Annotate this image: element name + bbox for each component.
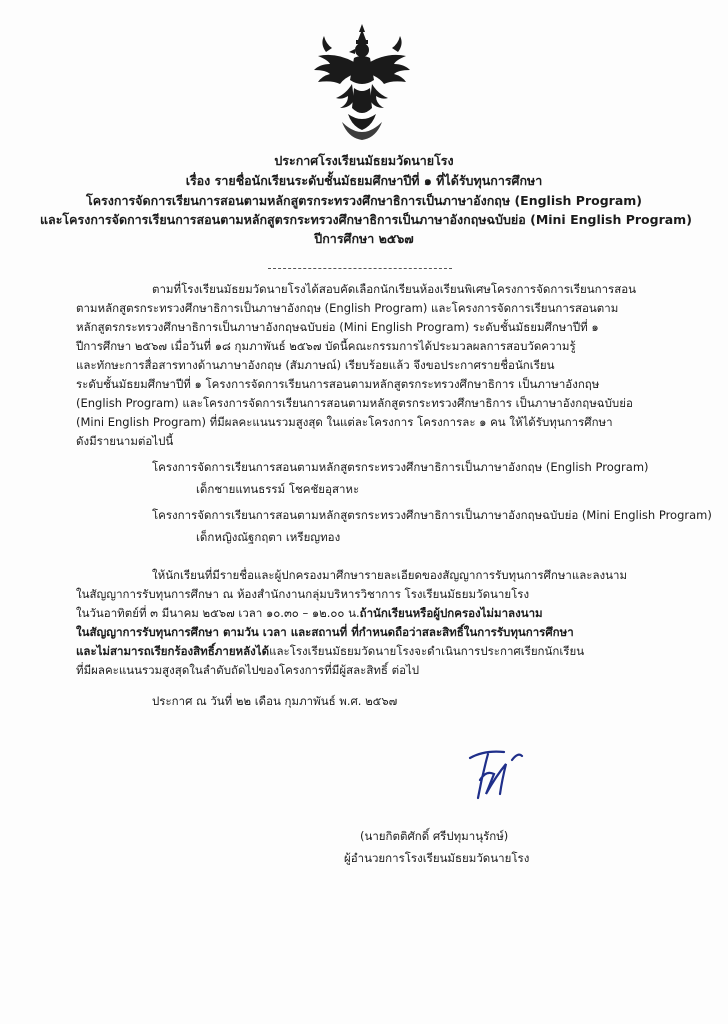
announcement-title: ประกาศโรงเรียนมัธยมวัดนายโรง [274,153,454,168]
warning-text: และไม่สามารถเรียกร้องสิทธิ์ภายหลังได้ [76,644,270,658]
program-mini-english-title: และโครงการจัดการเรียนการสอนตามหลักสูตรกระทรวงศึกษาธิการเป็นภาษาอังกฤษฉบับย่อ (Mini English Program) [40,212,692,227]
academic-year: ปีการศึกษา ๒๕๖๗ [314,231,414,246]
signatory-position: ผู้อำนวยการโรงเรียนมัธยมวัดนายโรง [344,851,530,865]
garuda-emblem [312,22,412,140]
paragraph-text: และโรงเรียนมัธยมวัดนายโรงจะดำเนินการประกาศเรียกนักเรียน [269,644,585,658]
paragraph-line: ให้นักเรียนที่มีรายชื่อและผู้ปกครองมาศึกษารายละเอียดของสัญญาการรับทุนการศึกษาและลงนาม [152,568,628,582]
paragraph-line: หลักสูตรกระทรวงศึกษาธิการเป็นภาษาอังกฤษฉบับย่อ (Mini English Program) ระดับชั้นมัธยมศึกษาปีที่ ๑ [76,320,599,334]
signatory-name: (นายกิตติศักดิ์ ศรีปทุมานุรักษ์) [360,829,509,843]
warning-text: ถ้านักเรียนหรือผู้ปกครองไม่มาลงนาม [359,606,543,620]
paragraph-line: ปีการศึกษา ๒๕๖๗ เมื่อวันที่ ๑๘ กุมภาพันธ์ ๒๕๖๗ บัดนี้คณะกรรมการได้ประมวลผลการสอบวัดความรู้ [76,339,576,353]
paragraph-line: (English Program) และโครงการจัดการเรียนการสอนตามหลักสูตรกระทรวงศึกษาธิการ เป็นภาษาอังกฤษฉบับย่อ [76,396,633,410]
paragraph-line: ที่มีผลคะแนนรวมสูงสุดในลำดับถัดไปของโครงการที่มีผู้สละสิทธิ์ ต่อไป [76,663,420,677]
program-english-label: โครงการจัดการเรียนการสอนตามหลักสูตรกระทรวงศึกษาธิการเป็นภาษาอังกฤษ (English Program) [152,460,649,474]
paragraph-line: และทักษะการสื่อสารทางด้านภาษาอังกฤษ (สัมภาษณ์) เรียบร้อยแล้ว จึงขอประกาศรายชื่อนักเรียน [76,358,555,372]
warning-text: ในสัญญาการรับทุนการศึกษา ตามวัน เวลา และสถานที่ ที่กำหนดถือว่าสละสิทธิ์ในการรับทุนการศึกษา [76,625,574,639]
paragraph-line: ตามที่โรงเรียนมัธยมวัดนายโรงได้สอบคัดเลือกนักเรียนห้องเรียนพิเศษโครงการจัดการเรียนการสอน [152,282,637,296]
student-mini-english-program: เด็กหญิงณัฐกฤตา เหรียญทอง [196,530,341,544]
paragraph-line [76,642,676,660]
paragraph-line: ดังมีรายนามต่อไปนี้ [76,434,174,448]
program-mini-english-label: โครงการจัดการเรียนการสอนตามหลักสูตรกระทรวงศึกษาธิการเป็นภาษาอังกฤษฉบับย่อ (Mini English Program) [152,508,712,522]
program-english-title: โครงการจัดการเรียนการสอนตามหลักสูตรกระทรวงศึกษาธิการเป็นภาษาอังกฤษ (English Program) [85,193,642,208]
paragraph-line: ในสัญญาการรับทุนการศึกษา ณ ห้องสำนักงานกลุ่มบริหารวิชาการ โรงเรียนมัธยมวัดนายโรง [76,587,530,601]
contract-signing-time: ในวันอาทิตย์ที่ ๓ มีนาคม ๒๕๖๗ เวลา ๑๐.๓๐ – ๑๒.๐๐ น. [76,606,360,620]
paragraph-line: ระดับชั้นมัธยมศึกษาปีที่ ๑ โครงการจัดการเรียนการสอนตามหลักสูตรกระทรวงศึกษาธิการ เป็นภาษาอังกฤษ [76,377,600,391]
paragraph-line [76,604,676,622]
student-english-program: เด็กชายแทนธรรม์ โชคชัยอุสาหะ [196,482,360,496]
paragraph-line: ตามหลักสูตรกระทรวงศึกษาธิการเป็นภาษาอังกฤษ (English Program) และโครงการจัดการเรียนการสอนตาม [76,301,619,315]
header-divider [268,268,452,269]
announcement-subject: เรื่อง รายชื่อนักเรียนระดับชั้นมัธยมศึกษาปีที่ ๑ ที่ได้รับทุนการศึกษา [185,173,543,188]
announcement-date: ประกาศ ณ วันที่ ๒๒ เดือน กุมภาพันธ์ พ.ศ. ๒๕๖๗ [152,694,398,708]
signature-scribble [440,740,550,810]
paragraph-line: (Mini English Program) ที่มีผลคะแนนรวมสูงสุด ในแต่ละโครงการ โครงการละ ๑ คน ให้ได้รับทุนการศึกษา [76,415,613,429]
